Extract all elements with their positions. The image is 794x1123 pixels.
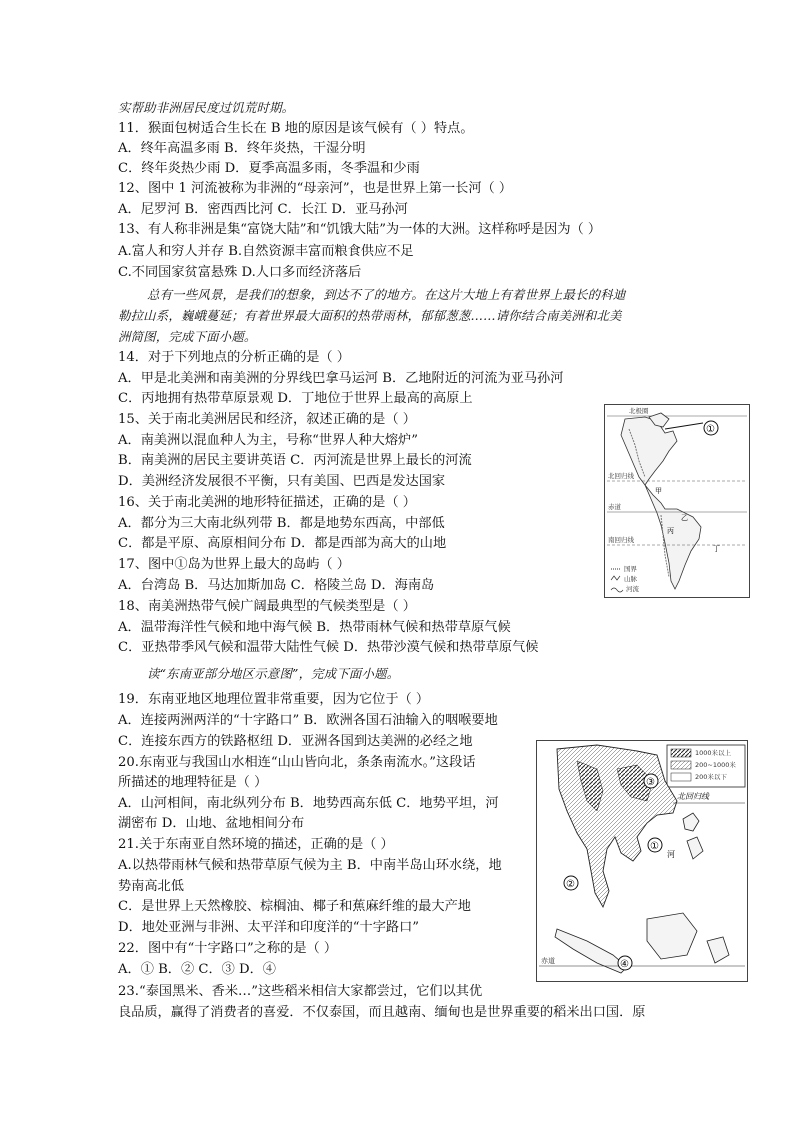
option-line: A．台湾岛 B．马达加斯加岛 C．格陵兰岛 D．海南岛 <box>118 578 435 593</box>
option-line: D．地处亚洲与非洲、太平洋和印度洋的“十字路口” <box>118 920 419 935</box>
label-jia: 甲 <box>655 487 662 495</box>
question-11: 11．猴面包树适合生长在 B 地的原因是该气候有（ ）特点。 <box>118 121 474 136</box>
sumatra-shape <box>555 929 627 973</box>
option-line: A．连接两洲两洋的“十字路口” B．欧洲各国石油输入的咽喉要地 <box>118 713 498 728</box>
question-17: 17、图中①岛为世界上最大的岛屿（ ） <box>118 557 350 572</box>
equator-label-sea: 赤道 <box>541 957 555 965</box>
option-line: A.富人和穷人并存 B.自然资源丰富而粮食供应不足 <box>118 244 414 259</box>
arctic-circle-label: 北极圈 <box>629 407 649 415</box>
southeast-asia-map-svg <box>537 741 747 981</box>
passage-line: 读“东南亚部分地区示意图”，完成下面小题。 <box>147 666 400 681</box>
question-20-cont: 所描述的地理特征是（ ） <box>118 775 268 790</box>
legend-high: 1000米以上 <box>695 749 732 757</box>
question-12: 12、图中 1 河流被称为非洲的“母亲河”，也是世界上第一长河（ ） <box>118 181 513 196</box>
question-14: 14．对于下列地点的分析正确的是（ ） <box>118 350 350 365</box>
question-20: 20.东南亚与我国山水相连“山山皆向北，条条南流水。”这段话 <box>118 755 476 770</box>
americas-map <box>604 404 750 598</box>
river-label: 河 <box>667 850 675 859</box>
borneo-shape <box>647 913 697 959</box>
marker-1: ① <box>706 424 715 435</box>
option-line: A．甲是北美洲和南美洲的分界线巴拿马运河 B．乙地附近的河流为亚马孙河 <box>118 371 564 386</box>
option-line: A．都分为三大南北纵列带 B．都是地势东西高，中部低 <box>118 516 445 531</box>
passage-line: 勒拉山系，巍峨蔓延；有着世界最大面积的热带雨林，郁郁葱葱……请你结合南美洲和北美 <box>118 308 622 323</box>
legend-border: 国界 <box>624 565 637 573</box>
label-bing: 丙 <box>667 527 674 535</box>
option-line: C．是世界上天然橡胶、棕榈油、椰子和蕉麻纤维的最大产地 <box>118 899 471 914</box>
option-line: C．终年炎热少雨 D．夏季高温多雨，冬季温和少雨 <box>118 161 420 176</box>
option-line: A．南美洲以混血种人为主，号称“世界人种大熔炉” <box>118 433 418 448</box>
sea-marker-2: ② <box>566 879 575 890</box>
tropic-label: 北回归线 <box>677 792 709 801</box>
option-line: A．尼罗河 B．密西西比河 C．长江 D．亚马孙河 <box>118 202 408 217</box>
legend-mid: 200~1000米 <box>695 761 736 769</box>
option-line: A．① B．② C．③ D．④ <box>118 962 276 977</box>
passage-line: 洲简图，完成下面小题。 <box>118 329 257 344</box>
question-23-cont: 良品质，赢得了消费者的喜爱．不仅泰国，而且越南、缅甸也是世界重要的稻米出口国．原 <box>118 1005 646 1020</box>
question-13: 13、有人称非洲是集“富饶大陆”和“饥饿大陆”为一体的大洲。这样称呼是因为（ ） <box>118 222 602 237</box>
option-line: A．山河相间，南北纵列分布 B．地势西高东低 C．地势平坦，河 <box>118 796 499 811</box>
question-16: 16、关于南北美洲的地形特征描述，正确的是（ ） <box>118 495 416 510</box>
sea-marker-4: ④ <box>620 959 629 970</box>
option-line: 势南高北低 <box>118 879 184 894</box>
question-18: 18、南美洲热带气候广阔最典型的气候类型是（ ） <box>118 599 416 614</box>
legend-river: 河流 <box>626 585 639 593</box>
option-line: C.不同国家贫富悬殊 D.人口多而经济落后 <box>118 265 362 280</box>
legend-low: 200米以下 <box>695 773 727 781</box>
option-line: A.以热带雨林气候和热带草原气候为主 B．中南半岛山环水绕，地 <box>118 858 502 873</box>
sea-legend <box>667 745 745 787</box>
option-line: 湖密布 D．山地、盆地相间分布 <box>118 816 305 831</box>
option-line: A．温带海洋性气候和地中海气候 B．热带雨林气候和热带草原气候 <box>118 620 511 635</box>
option-line: D．美洲经济发展很不平衡，只有美国、巴西是发达国家 <box>118 474 446 489</box>
south-america-shape <box>645 485 701 589</box>
sea-marker-3: ③ <box>646 777 655 788</box>
question-19: 19．东南亚地区地理位置非常重要，因为它位于（ ） <box>118 692 430 707</box>
sulawesi-shape <box>707 937 729 963</box>
tropic-cancer-label: 北回归线 <box>608 472 634 480</box>
sea-marker-1: ① <box>650 841 659 852</box>
pointer-line <box>665 423 703 429</box>
option-line: C．亚热带季风气候和温带大陆性气候 D．热带沙漠气候和热带草原气候 <box>118 640 539 655</box>
text-line: 实帮助非洲居民度过饥荒时期。 <box>118 100 295 115</box>
tropic-capricorn-label: 南回归线 <box>608 536 634 544</box>
equator-label: 赤道 <box>608 503 621 511</box>
question-22: 22．图中有“十字路口”之称的是（ ） <box>118 941 338 956</box>
southeast-asia-map <box>536 740 748 982</box>
question-21: 21.关于东南亚自然环境的描述，正确的是（ ） <box>118 837 394 852</box>
option-line: A．终年高温多雨 B．终年炎热，干湿分明 <box>118 141 366 156</box>
legend-mountain: 山脉 <box>624 575 637 583</box>
option-line: C．丙地拥有热带草原景观 D．丁地位于世界上最高的高原上 <box>118 391 473 406</box>
label-yi: 乙 <box>681 514 688 522</box>
option-line: C．连接东西方的铁路枢纽 D．亚洲各国到达美洲的必经之地 <box>118 734 473 749</box>
label-ding: 丁 <box>713 545 720 553</box>
question-23: 23.“泰国黑米、香米…”这些稻米相信大家都尝过，它们以其优 <box>118 984 483 999</box>
philippines-shape <box>683 813 703 859</box>
option-line: C．都是平原、高原相间分布 D．都是西部为高大的山地 <box>118 536 447 551</box>
passage-line: 总有一些风景，是我们的想象，到达不了的地方。在这片大地上有着世界上最长的科迪 <box>147 287 626 302</box>
americas-map-svg <box>605 405 749 597</box>
americas-legend <box>611 564 640 593</box>
option-line: B．南美洲的居民主要讲英语 C．丙河流是世界上最长的河流 <box>118 453 472 468</box>
question-15: 15、关于南北美洲居民和经济，叙述正确的是（ ） <box>118 412 416 427</box>
